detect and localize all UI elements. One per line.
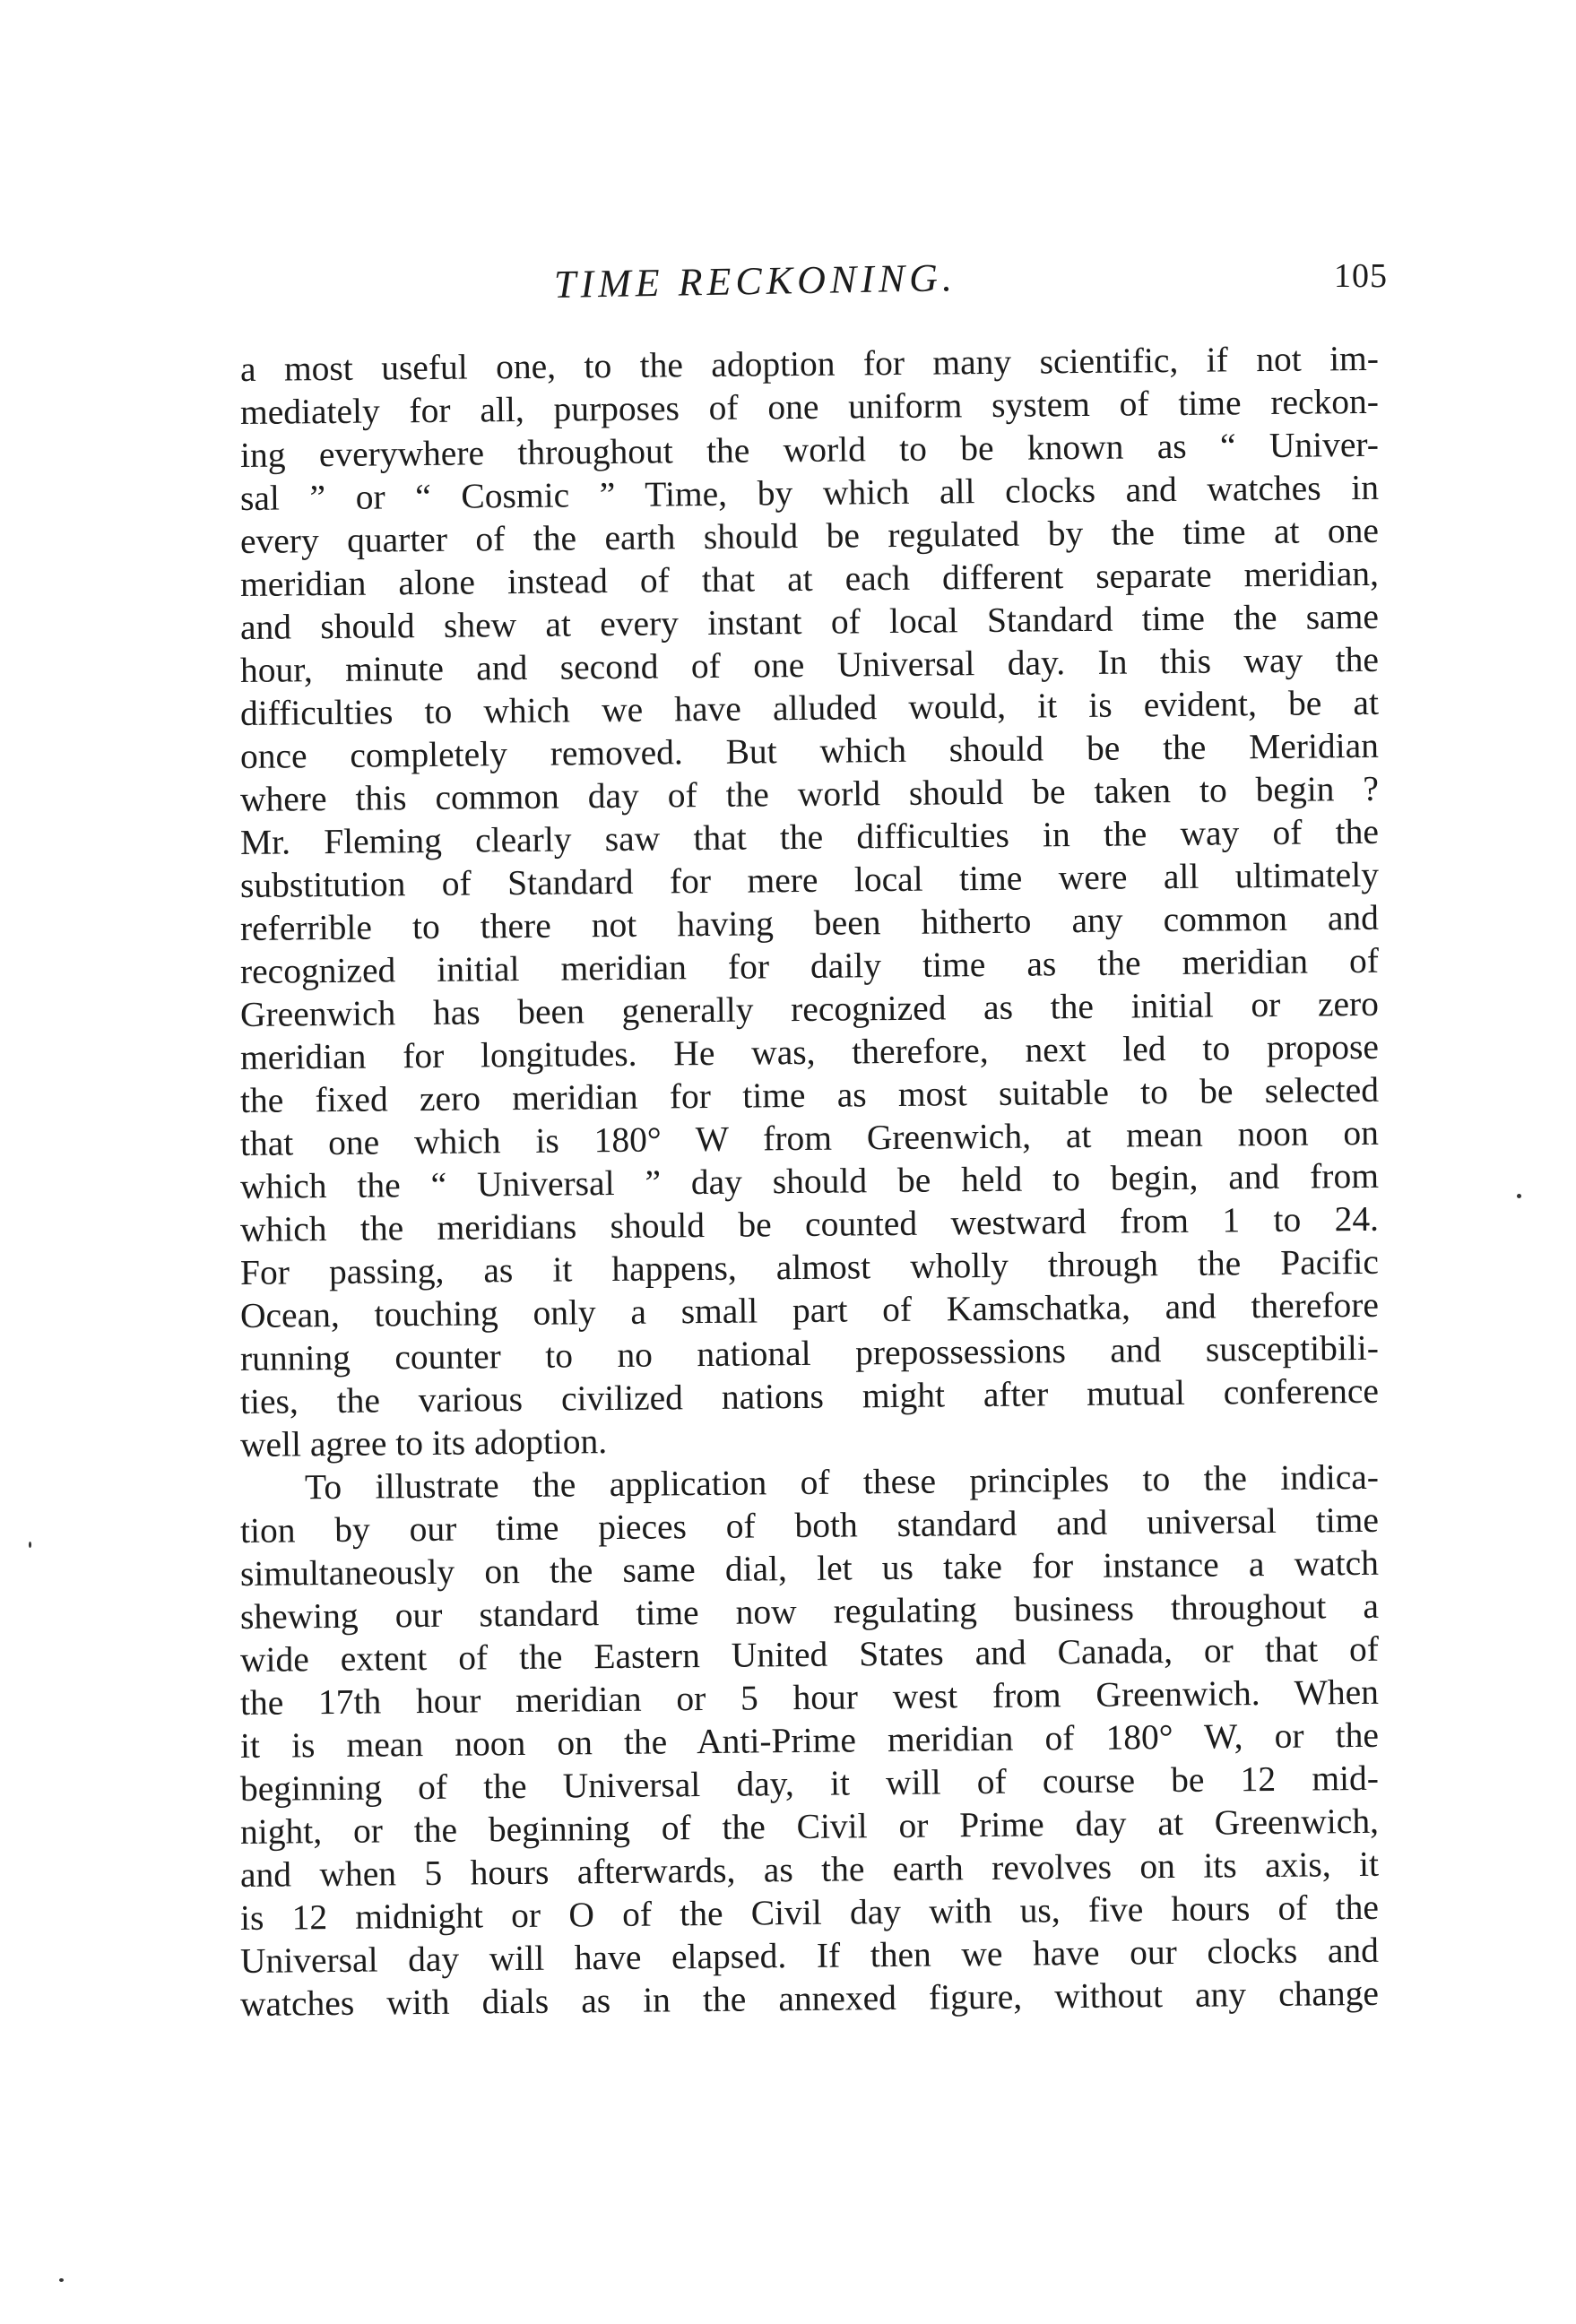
text-line: a most useful one, to the adoption for many scientific, if not im- [239,338,1380,389]
text-line: To illustrate the application of these principles to the indica- [304,1456,1380,1508]
running-title: TIME RECKONING. [553,255,957,307]
text-line: running counter to no national prepossessions and susceptibili- [239,1327,1380,1378]
text-line: ties, the various civilized nations might after mutual conference [239,1370,1380,1421]
text-line: mediately for all, purposes of one uniform system of time reckon- [239,381,1380,432]
text-line: meridian for longitudes. He was, therefore, next led to propose [239,1026,1380,1077]
text-line: night, or the beginning of the Civil or Prime day at Greenwich, [239,1801,1380,1852]
text-line: Mr. Fleming clearly saw that the difficulties in the way of the [239,811,1380,862]
text-line: Universal day will have elapsed. If then we have our clocks and [239,1930,1380,1981]
text-line: the fixed zero meridian for time as most suitable to be selected [239,1069,1380,1120]
text-line: For passing, as it happens, almost wholly through the Pacific [239,1241,1380,1292]
text-line: is 12 midnight or O of the Civil day with us, five hours of the [239,1887,1380,1938]
text-line: referrible to there not having been hitherto any common and [239,897,1380,948]
text-line: well agree to its adoption. [239,1421,608,1464]
text-line: beginning of the Universal day, it will of course be 12 mid- [239,1758,1380,1809]
text-line: and should shew at every instant of local Standard time the same [239,596,1380,647]
text-line: meridian alone instead of that at each different separate meridian, [239,553,1380,604]
text-line: ing everywhere throughout the world to be known as “ Univer- [239,424,1380,475]
page-number: 105 [1334,257,1388,295]
text-line: Ocean, touching only a small part of Kamschatka, and therefore [239,1284,1380,1335]
text-line: which the “ Universal ” day should be held to begin, and from [239,1155,1380,1206]
text-line: recognized initial meridian for daily time as the meridian of [239,940,1380,991]
text-line: that one which is 180° W from Greenwich, at mean noon on [239,1112,1380,1163]
text-line: the 17th hour meridian or 5 hour west from Greenwich. When [239,1672,1380,1723]
text-line: substitution of Standard for mere local time were all ultimately [239,854,1380,905]
text-line: once completely removed. But which should be the Meridian [239,725,1380,776]
text-line: every quarter of the earth should be regulated by the time at one [239,510,1380,561]
text-line: it is mean noon on the Anti-Prime meridian of 180° W, or the [239,1715,1380,1766]
text-line: which the meridians should be counted westward from 1 to 24. [239,1198,1380,1249]
text-line: difficulties to which we have alluded would, it is evident, be at [239,682,1380,733]
text-line: sal ” or “ Cosmic ” Time, by which all clocks and watches in [239,467,1380,518]
running-head [240,255,1388,315]
scan-speck [1517,1194,1521,1198]
body-text [239,338,1380,2026]
text-line: wide extent of the Eastern United States and Canada, or that of [239,1629,1380,1680]
text-line: Greenwich has been generally recognized as the initial or zero [239,983,1380,1034]
scan-speck [29,1542,31,1548]
text-line: where this common day of the world should be taken to begin ? [239,768,1380,819]
text-line: shewing our standard time now regulating business throughout a [239,1585,1380,1637]
text-line: watches with dials as in the annexed figure, without any change [239,1973,1380,2024]
text-line: hour, minute and second of one Universal day. In this way the [239,639,1380,690]
text-line: tion by our time pieces of both standard and universal time [239,1499,1380,1551]
scan-speck [59,2278,64,2282]
text-line: simultaneously on the same dial, let us take for instance a watch [239,1542,1380,1594]
text-line: and when 5 hours afterwards, as the earth revolves on its axis, it [239,1844,1380,1895]
